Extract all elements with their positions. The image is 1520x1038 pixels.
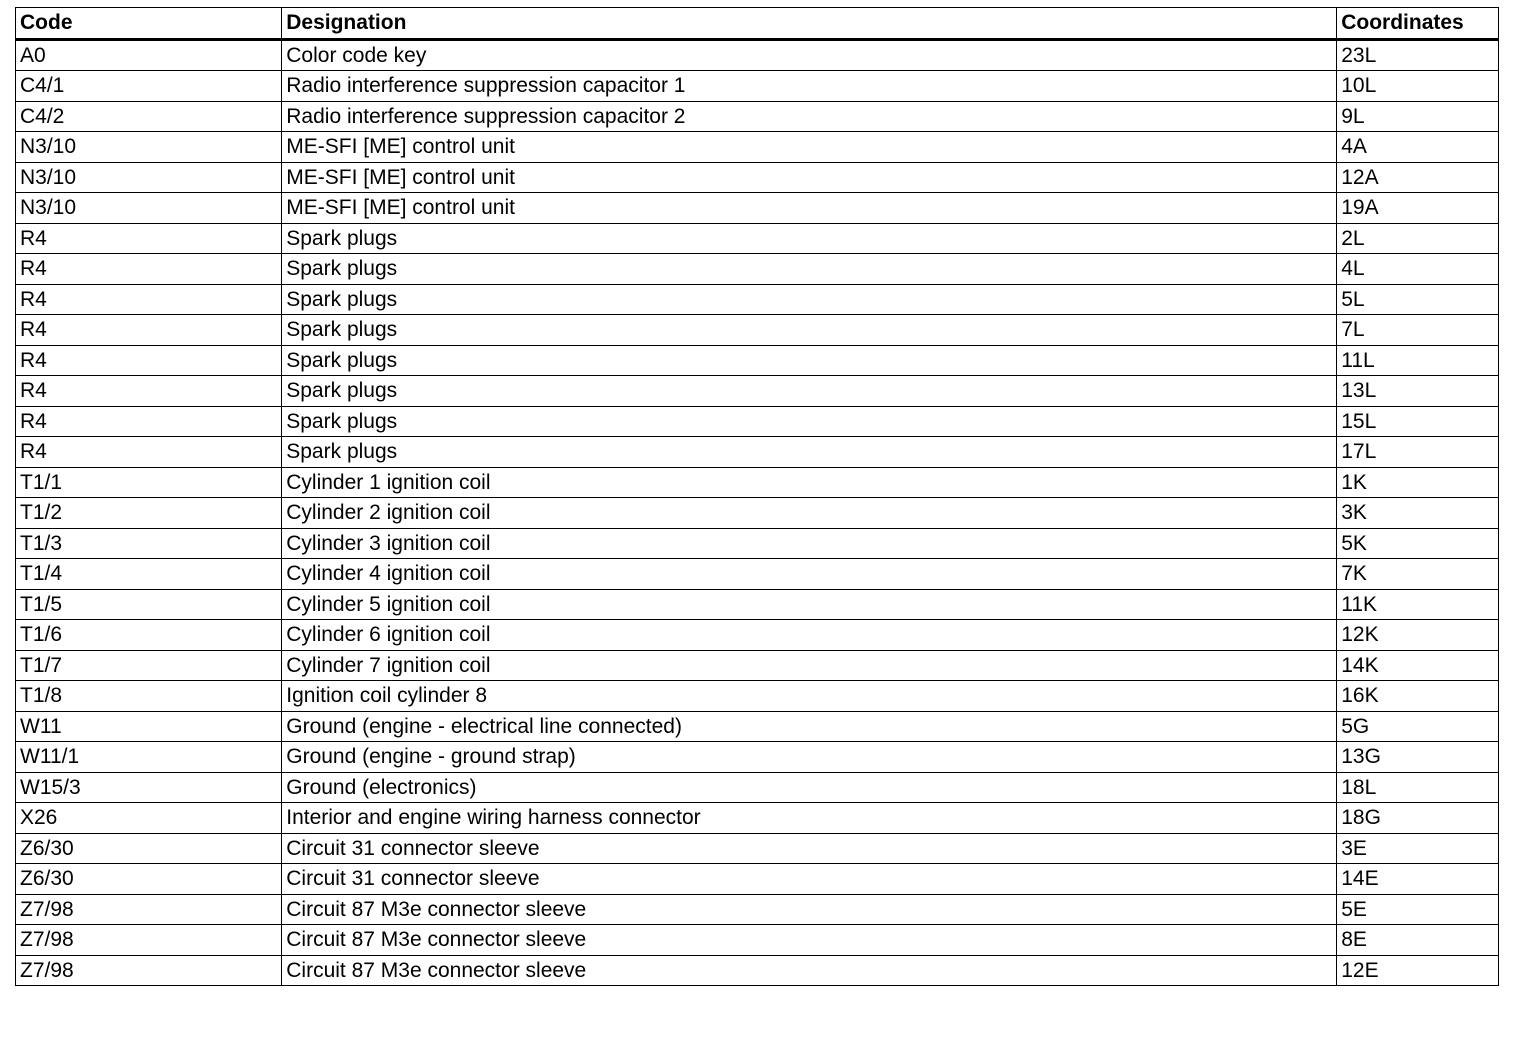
component-legend-table — [15, 7, 1499, 986]
cell-code: T1/6 — [16, 620, 282, 651]
cell-designation: Spark plugs — [282, 345, 1337, 376]
cell-coordinates: 2L — [1337, 223, 1499, 254]
cell-designation: Ignition coil cylinder 8 — [282, 681, 1337, 712]
cell-designation: Cylinder 7 ignition coil — [282, 650, 1337, 681]
cell-coordinates: 14K — [1337, 650, 1499, 681]
cell-code: T1/7 — [16, 650, 282, 681]
table-row — [16, 467, 1499, 498]
cell-designation: ME-SFI [ME] control unit — [282, 132, 1337, 163]
table-row — [16, 955, 1499, 986]
cell-code: W15/3 — [16, 772, 282, 803]
cell-code: C4/1 — [16, 71, 282, 102]
cell-coordinates: 3K — [1337, 498, 1499, 529]
cell-designation: Spark plugs — [282, 284, 1337, 315]
table-row — [16, 589, 1499, 620]
table-row — [16, 894, 1499, 925]
cell-code: N3/10 — [16, 193, 282, 224]
cell-code: T1/8 — [16, 681, 282, 712]
table-row — [16, 498, 1499, 529]
cell-code: T1/1 — [16, 467, 282, 498]
cell-designation: Cylinder 1 ignition coil — [282, 467, 1337, 498]
cell-coordinates: 3E — [1337, 833, 1499, 864]
cell-code: R4 — [16, 345, 282, 376]
cell-coordinates: 5K — [1337, 528, 1499, 559]
cell-coordinates: 13L — [1337, 376, 1499, 407]
cell-code: Z7/98 — [16, 925, 282, 956]
table-row — [16, 406, 1499, 437]
cell-coordinates: 1K — [1337, 467, 1499, 498]
cell-coordinates: 12K — [1337, 620, 1499, 651]
cell-designation: Circuit 87 M3e connector sleeve — [282, 925, 1337, 956]
header-code: Code — [16, 8, 282, 40]
table-row — [16, 193, 1499, 224]
cell-coordinates: 19A — [1337, 193, 1499, 224]
cell-designation: Spark plugs — [282, 406, 1337, 437]
cell-designation: Cylinder 2 ignition coil — [282, 498, 1337, 529]
header-designation: Designation — [282, 8, 1337, 40]
table-row — [16, 223, 1499, 254]
header-row — [16, 8, 1499, 40]
cell-code: C4/2 — [16, 101, 282, 132]
table-row — [16, 376, 1499, 407]
cell-code: N3/10 — [16, 162, 282, 193]
cell-coordinates: 5E — [1337, 894, 1499, 925]
cell-designation: Cylinder 5 ignition coil — [282, 589, 1337, 620]
cell-designation: Circuit 31 connector sleeve — [282, 864, 1337, 895]
cell-code: Z7/98 — [16, 955, 282, 986]
table-row — [16, 345, 1499, 376]
cell-coordinates: 11L — [1337, 345, 1499, 376]
table-row — [16, 772, 1499, 803]
cell-coordinates: 15L — [1337, 406, 1499, 437]
cell-designation: Cylinder 4 ignition coil — [282, 559, 1337, 590]
cell-code: R4 — [16, 437, 282, 468]
cell-designation: Ground (engine - ground strap) — [282, 742, 1337, 773]
cell-code: R4 — [16, 376, 282, 407]
cell-coordinates: 12E — [1337, 955, 1499, 986]
cell-designation: Circuit 87 M3e connector sleeve — [282, 955, 1337, 986]
cell-coordinates: 14E — [1337, 864, 1499, 895]
table-body — [16, 39, 1499, 986]
cell-coordinates: 5G — [1337, 711, 1499, 742]
cell-coordinates: 9L — [1337, 101, 1499, 132]
table-row — [16, 437, 1499, 468]
table-row — [16, 711, 1499, 742]
cell-code: Z6/30 — [16, 833, 282, 864]
cell-coordinates: 7K — [1337, 559, 1499, 590]
table-row — [16, 528, 1499, 559]
cell-designation: ME-SFI [ME] control unit — [282, 162, 1337, 193]
cell-coordinates: 13G — [1337, 742, 1499, 773]
cell-coordinates: 4A — [1337, 132, 1499, 163]
cell-coordinates: 5L — [1337, 284, 1499, 315]
table-row — [16, 315, 1499, 346]
cell-code: T1/2 — [16, 498, 282, 529]
cell-code: R4 — [16, 223, 282, 254]
cell-coordinates: 23L — [1337, 39, 1499, 71]
table-row — [16, 101, 1499, 132]
cell-code: R4 — [16, 284, 282, 315]
cell-coordinates: 8E — [1337, 925, 1499, 956]
cell-designation: Cylinder 6 ignition coil — [282, 620, 1337, 651]
cell-coordinates: 16K — [1337, 681, 1499, 712]
cell-designation: Radio interference suppression capacitor 2 — [282, 101, 1337, 132]
cell-code: T1/3 — [16, 528, 282, 559]
cell-designation: Spark plugs — [282, 376, 1337, 407]
table-row — [16, 132, 1499, 163]
cell-designation: Spark plugs — [282, 223, 1337, 254]
table-row — [16, 254, 1499, 285]
cell-designation: Spark plugs — [282, 315, 1337, 346]
table-row — [16, 925, 1499, 956]
table-row — [16, 803, 1499, 834]
cell-code: T1/5 — [16, 589, 282, 620]
table-row — [16, 833, 1499, 864]
cell-coordinates: 10L — [1337, 71, 1499, 102]
table-row — [16, 620, 1499, 651]
cell-code: W11 — [16, 711, 282, 742]
table-row — [16, 71, 1499, 102]
cell-code: R4 — [16, 406, 282, 437]
cell-code: W11/1 — [16, 742, 282, 773]
cell-designation: Spark plugs — [282, 437, 1337, 468]
cell-coordinates: 18L — [1337, 772, 1499, 803]
table-row — [16, 681, 1499, 712]
cell-designation: Circuit 31 connector sleeve — [282, 833, 1337, 864]
cell-code: R4 — [16, 315, 282, 346]
cell-designation: Radio interference suppression capacitor 1 — [282, 71, 1337, 102]
cell-code: T1/4 — [16, 559, 282, 590]
table-row — [16, 650, 1499, 681]
cell-coordinates: 4L — [1337, 254, 1499, 285]
table-row — [16, 864, 1499, 895]
table-row — [16, 162, 1499, 193]
table-row — [16, 39, 1499, 71]
cell-code: Z6/30 — [16, 864, 282, 895]
cell-coordinates: 7L — [1337, 315, 1499, 346]
cell-code: N3/10 — [16, 132, 282, 163]
cell-designation: Color code key — [282, 39, 1337, 71]
cell-designation: Ground (electronics) — [282, 772, 1337, 803]
table-row — [16, 742, 1499, 773]
table-row — [16, 284, 1499, 315]
cell-designation: Cylinder 3 ignition coil — [282, 528, 1337, 559]
cell-coordinates: 11K — [1337, 589, 1499, 620]
cell-code: A0 — [16, 39, 282, 71]
cell-code: R4 — [16, 254, 282, 285]
table-row — [16, 559, 1499, 590]
header-coordinates: Coordinates — [1337, 8, 1499, 40]
cell-designation: ME-SFI [ME] control unit — [282, 193, 1337, 224]
cell-code: X26 — [16, 803, 282, 834]
cell-designation: Spark plugs — [282, 254, 1337, 285]
cell-designation: Circuit 87 M3e connector sleeve — [282, 894, 1337, 925]
cell-code: Z7/98 — [16, 894, 282, 925]
cell-designation: Ground (engine - electrical line connected) — [282, 711, 1337, 742]
cell-coordinates: 17L — [1337, 437, 1499, 468]
cell-designation: Interior and engine wiring harness connector — [282, 803, 1337, 834]
cell-coordinates: 12A — [1337, 162, 1499, 193]
cell-coordinates: 18G — [1337, 803, 1499, 834]
